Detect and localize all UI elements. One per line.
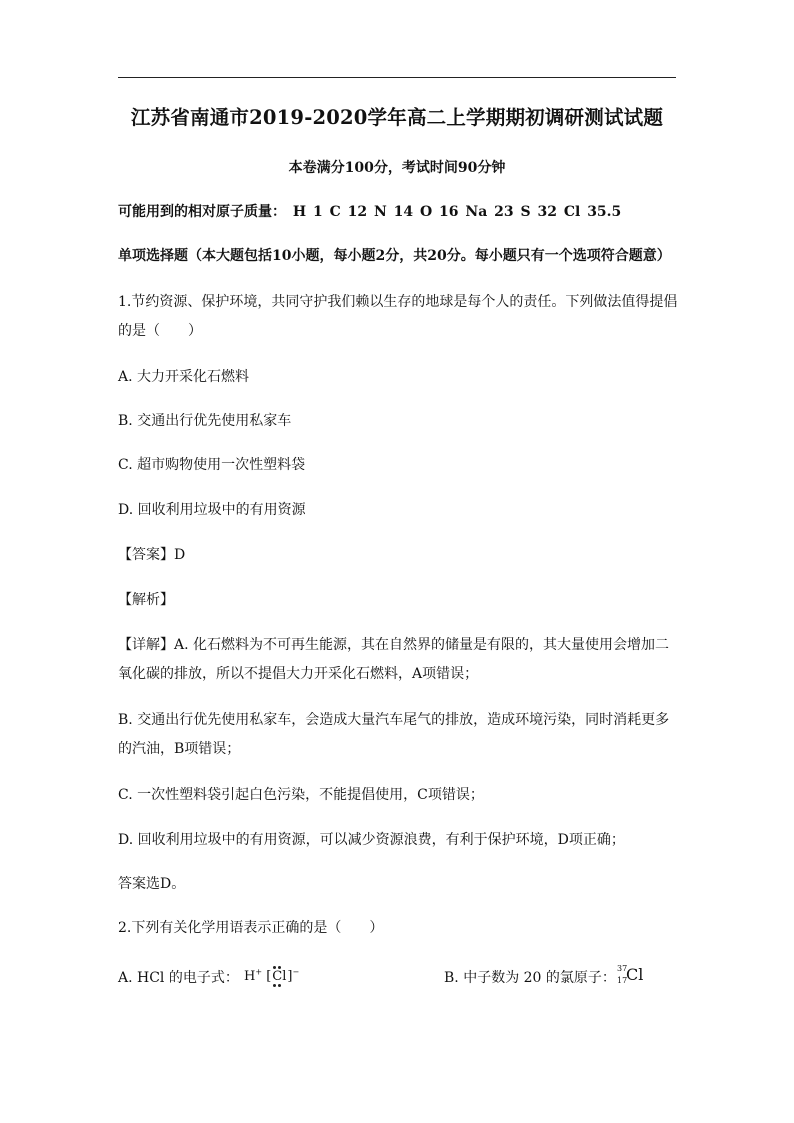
nuclide-symbol	[617, 964, 644, 986]
q1-option-c: C. 超市购物使用一次性塑料袋	[118, 457, 306, 473]
element-symbol: Cl	[626, 965, 644, 984]
q1-stem-line1: 1.节约资源、保护环境，共同守护我们赖以生存的地球是每个人的责任。下列做法值得提倡	[118, 294, 678, 310]
q1-answer: 【答案】D	[118, 547, 186, 563]
chlorine-symbol: Cl	[272, 969, 287, 984]
q1-explain-b-line1: B. 交通出行优先使用私家车，会造成大量汽车尾气的排放，造成环境污染，同时消耗更多	[118, 712, 670, 728]
q1-analysis-label: 【解析】	[118, 592, 174, 608]
q1-explain-d: D. 回收利用垃圾中的有用资源，可以减少资源浪费，有利于保护环境，D项正确；	[118, 832, 625, 848]
q1-stem-line2: 的是（ ）	[118, 323, 202, 339]
open-bracket: [	[266, 969, 272, 984]
header-rule	[118, 77, 676, 78]
exam-info: 本卷满分100分，考试时间90分钟	[288, 160, 506, 176]
chlorine-nuclide-notation	[617, 964, 644, 986]
plus-charge: +	[255, 967, 263, 977]
q2-option-b-label: B. 中子数为 20 的氯原子：	[444, 970, 616, 986]
q2-stem: 2.下列有关化学用语表示正确的是（ ）	[118, 920, 384, 936]
q1-option-b: B. 交通出行优先使用私家车	[118, 413, 292, 429]
q1-option-a: A. 大力开采化石燃料	[118, 369, 250, 385]
document-title: 江苏省南通市2019-2020学年高二上学期期初调研测试试题	[130, 106, 664, 129]
q1-detail-line1: 【详解】A. 化石燃料为不可再生能源，其在自然界的储量是有限的，其大量使用会增加二	[118, 637, 670, 653]
atomic-number: 17	[617, 976, 628, 985]
chlorine-with-electron-dots	[271, 967, 287, 987]
q1-option-d: D. 回收利用垃圾中的有用资源	[118, 502, 306, 518]
q1-detail-line2: 氧化碳的排放，所以不提倡大力开采化石燃料，A项错误；	[118, 666, 479, 682]
atomic-masses-line: 可能用到的相对原子质量： H 1 C 12 N 14 O 16 Na 23 S 32 Cl 35.5	[118, 204, 622, 220]
q1-conclusion: 答案选D。	[118, 876, 186, 892]
close-bracket: ]	[287, 969, 293, 984]
hydrogen-symbol: H	[244, 969, 256, 984]
section-heading: 单项选择题（本大题包括10小题，每小题2分，共20分。每小题只有一个选项符合题意）	[118, 248, 671, 264]
minus-charge: −	[292, 967, 300, 977]
q1-explain-b-line2: 的汽油，B项错误；	[118, 741, 241, 757]
mass-number: 37	[617, 964, 628, 973]
q1-explain-c: C. 一次性塑料袋引起白色污染，不能提倡使用，C项错误；	[118, 787, 484, 803]
q2-option-a-label: A. HCl 的电子式：	[118, 970, 239, 986]
hcl-electron-formula	[244, 967, 299, 987]
